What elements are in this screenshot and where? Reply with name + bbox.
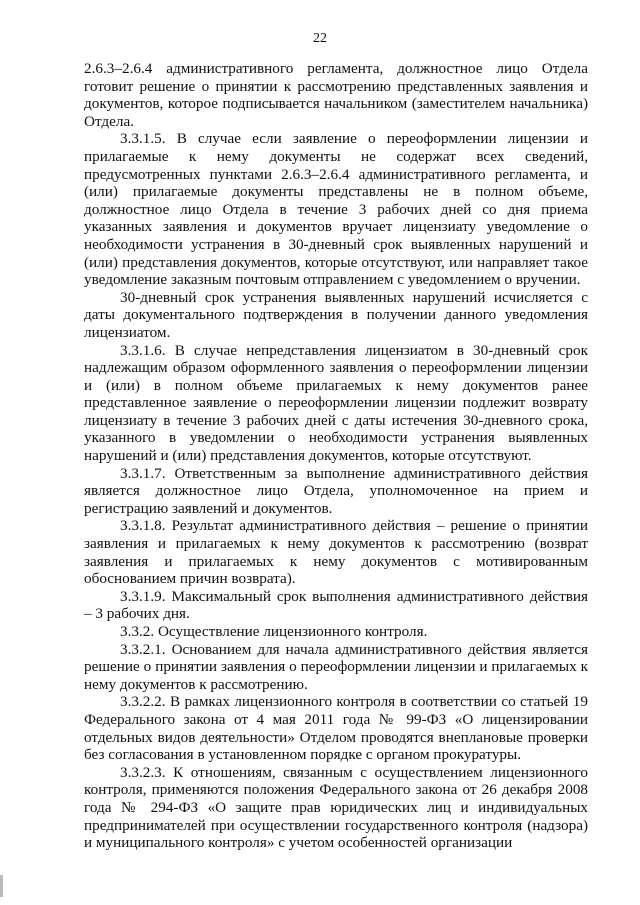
paragraph: 3.3.2. Осуществление лицензионного контроля. [120, 623, 428, 640]
paragraph: 3.3.1.8. Результат административного действия – решение о принятии заявления и прилагаемых к нему документов к рассмотрению (возврат заявления и прилагаемых к нему документов с мотивированным обоснованием причин возврата). [84, 517, 588, 588]
page-number: 22 [313, 31, 327, 46]
paragraph: 3.3.2.1. Основанием для начала административного действия является решение о принятии заявления о переоформлении лицензии и прилагаемых к нему документов к рассмотрению. [84, 640, 588, 693]
scan-edge-mark [0, 875, 3, 897]
paragraph: 2.6.3–2.6.4 административного регламента, должностное лицо Отдела готовит решение о принятии к рассмотрению представленных заявления и документов, которое подписывается начальником (заместителем начальника) Отдела. [84, 60, 588, 130]
paragraph: 3.3.1.5. В случае если заявление о переоформлении лицензии и прилагаемые к нему документы не содержат всех сведений, предусмотренных пунктами 2.6.3–2.6.4 административного регламента, и (или) прилагаемые документы представлены не в полном объеме, должностное лицо Отдела в течение 3 рабочих дней со дня приема указанных заявления и документов вручает лицензиату уведомление о необходимости устранения в 30-дневный срок выявленных нарушений и (или) представления документов, которые отсутствуют, или направляет такое уведомление заказным почтовым отправлением с уведомлением о вручении. [84, 130, 588, 289]
paragraph: 3.3.1.7. Ответственным за выполнение административного действия является должностное лицо Отдела, уполномоченное на прием и регистрацию заявлений и документов. [84, 464, 588, 517]
paragraph: 3.3.2.2. В рамках лицензионного контроля в соответствии со статьей 19 Федерального закона от 4 мая 2011 года № 99-ФЗ «О лицензировании отдельных видов деятельности» Отделом проводятся внеплановые проверки без согласования в установленном порядке с органом прокуратуры. [84, 693, 588, 764]
paragraph: 3.3.1.9. Максимальный срок выполнения административного действия – 3 рабочих дня. [84, 587, 588, 623]
document-body [84, 60, 588, 852]
paragraph: 3.3.2.3. К отношениям, связанным с осуществлением лицензионного контроля, применяются положения Федерального закона от 26 декабря 2008 года № 294-ФЗ «О защите прав юридических лиц и индивидуальных предпринимателей при осуществлении государственного контроля (надзора) и муниципального контроля» с учетом особенностей организации [84, 763, 588, 852]
paragraph: 3.3.1.6. В случае непредставления лицензиатом в 30-дневный срок надлежащим образом оформленного заявления о переоформлении лицензии и (или) в полном объеме прилагаемых к нему документов ранее представленное заявление о переоформлении лицензии подлежит возврату лицензиату в течение 3 рабочих дней с даты истечения 30-дневного срока, указанного в уведомлении о необходимости устранения выявленных нарушений и (или) представления документов, которые отсутствуют. [84, 341, 588, 465]
paragraph: 30-дневный срок устранения выявленных нарушений исчисляется с даты документального подтверждения в получении данного уведомления лицензиатом. [84, 288, 588, 341]
